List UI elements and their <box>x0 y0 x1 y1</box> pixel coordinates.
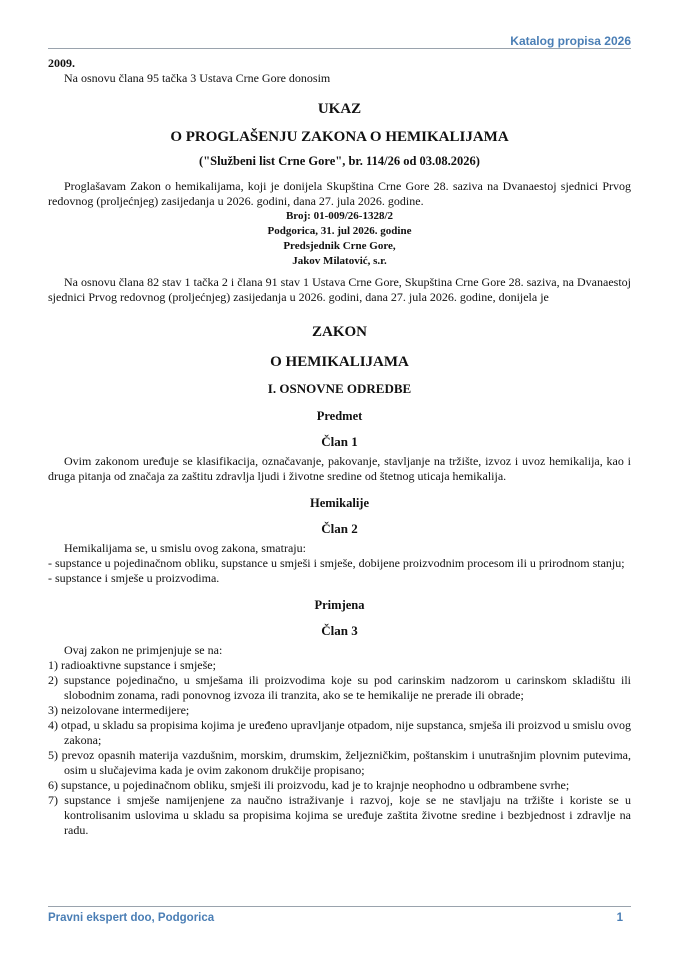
article-3-heading: Primjena <box>314 598 365 612</box>
article-3-item: 3) neizolovane intermedijere; <box>48 703 190 717</box>
article-1-label: Član 1 <box>321 434 358 449</box>
article-2-item: - supstance i smješe u proizvodima. <box>48 571 220 585</box>
publisher-footer: Pravni ekspert doo, Podgorica <box>48 912 215 924</box>
decree-basis: Na osnovu člana 95 tačka 3 Ustava Crne Gore donosim <box>64 71 331 85</box>
article-3-label: Član 3 <box>321 623 358 638</box>
article-2-intro: Hemikalijama se, u smislu ovog zakona, smatraju: <box>64 541 306 555</box>
article-3-item: 1) radioaktivne supstance i smješe; <box>48 658 216 672</box>
section-heading: I. OSNOVNE ODREDBE <box>267 381 412 396</box>
decree-title: UKAZ <box>317 101 362 117</box>
gazette-reference: ("Službeni list Crne Gore", br. 114/26 od 03.08.2026) <box>199 154 480 168</box>
decree-place-date: Podgorica, 31. jul 2026. godine <box>267 225 412 237</box>
article-3-item: 4) otpad, u skladu sa propisima kojima je uređeno upravljanje otpadom, nije supstanca, smješa ili proizvod u smislu ovog zakona; <box>48 718 631 747</box>
article-1-heading: Predmet <box>316 409 363 423</box>
president-title: Predsjednik Crne Gore, <box>283 240 396 252</box>
article-3-intro: Ovaj zakon ne primjenjuje se na: <box>64 643 223 657</box>
law-subtitle: O HEMIKALIJAMA <box>270 354 409 370</box>
article-2-heading: Hemikalije <box>309 496 369 510</box>
article-2-label: Član 2 <box>321 521 358 536</box>
document-year: 2009. <box>48 56 75 70</box>
president-name: Jakov Milatović, s.r. <box>292 255 387 267</box>
article-3-item: 2) supstance pojedinačno, u smješama ili proizvodima koje su pod carinskim nadzorom u carinskom skladištu ili slobodnim zonama, radi ponovnog izvoza ili tranzita, ako se te hemikalije ne prerade ili obrade; <box>48 673 631 702</box>
header-divider <box>48 48 631 49</box>
article-3-item: 6) supstance, u pojedinačnom obliku, smješi ili proizvodu, kad je to krajnje neophodno u odbrambene svrhe; <box>48 778 570 792</box>
footer-divider <box>48 906 631 907</box>
article-3-item: 5) prevoz opasnih materija vazdušnim, morskim, drumskim, željezničkim, poštanskim i unutrašnjim plovnim putevima, osim u slučajevima kada je ovim zakonom drukčije propisano; <box>48 748 631 777</box>
law-title: ZAKON <box>311 324 367 340</box>
article-3-item: 7) supstance i smješe namijenjene za naučno istraživanje i razvoj, koje se ne stavljaju na tržište i koriste se u kontrolisanim uslovima u skladu sa propisima kojima se uređuje zaštita životne sredine i bezbjednost i zdravlje na radu. <box>48 793 631 837</box>
decree-number: Broj: 01-009/26-1328/2 <box>285 210 394 222</box>
catalog-header-title: Katalog propisa 2026 <box>510 34 631 48</box>
law-basis-text: Na osnovu člana 82 stav 1 tačka 2 i člana 91 stav 1 Ustava Crne Gore, Skupština Crne Gore 28. saziva, na Dvanaestoj sjednici Prvog redovnog (proljećnjeg) zasijedanja u 2026. godini, dana 27. jula 2026. godine, donijela je <box>48 275 631 304</box>
proclamation-text: Proglašavam Zakon o hemikalijama, koji je donijela Skupština Crne Gore 28. saziva na Dvanaestoj sjednici Prvog redovnog (proljećnjeg) zasijedanja u 2026. godini, dana 27. jula 2026. godine. <box>48 179 631 208</box>
document-body <box>48 52 631 838</box>
article-1-text: Ovim zakonom uređuje se klasifikacija, označavanje, pakovanje, stavljanje na tržište, izvoz i uvoz hemikalija, kao i druga pitanja od značaja za zaštitu zdravlja ljudi i životne sredine od štetnog uticaja hemikalija. <box>48 454 631 483</box>
page-number: 1 <box>616 912 623 924</box>
article-2-item: - supstance u pojedinačnom obliku, supstance u smješi i smješe, dobijene proizvodnim procesom ili u prirodnom stanju; <box>48 556 625 570</box>
decree-subtitle: O PROGLAŠENJU ZAKONA O HEMIKALIJAMA <box>170 129 509 145</box>
